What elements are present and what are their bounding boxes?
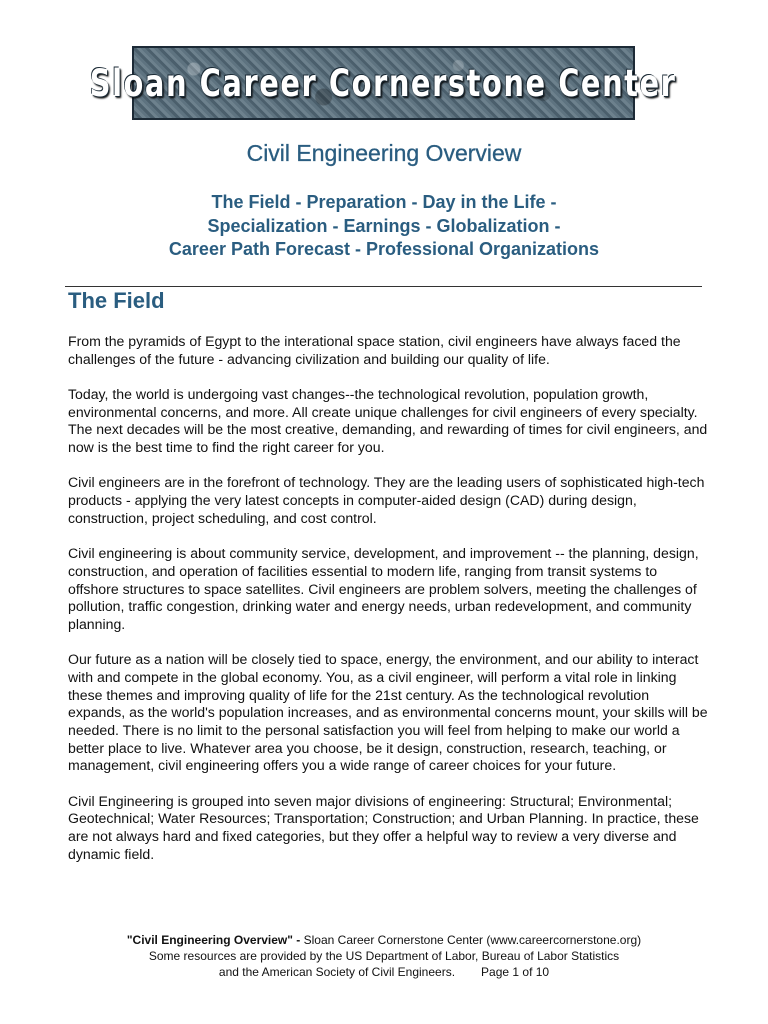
- footer-line-1: [0, 932, 768, 948]
- section-nav: [0, 191, 768, 262]
- banner-title: Sloan Career Cornerstone Center: [90, 61, 677, 105]
- page-footer: [0, 932, 768, 980]
- paragraph: Civil engineers are in the forefront of technology. They are the leading users of sophisticated high-tech products - applying the very latest concepts in computer-aided design (CAD) during design, construction, project scheduling, and cost control.: [68, 474, 705, 526]
- footer-line-3: [0, 964, 768, 980]
- paragraph: From the pyramids of Egypt to the interational space station, civil engineers have always faced the challenges of the future - advancing civilization and building our quality of life.: [68, 333, 681, 367]
- footer-line-2: Some resources are provided by the US Department of Labor, Bureau of Labor Statistics: [148, 949, 620, 963]
- footer-credit: and the American Society of Civil Engineers.: [218, 965, 456, 979]
- paragraph: Our future as a nation will be closely tied to space, energy, the environment, and our ability to interact with and compete in the global economy. You, as a civil engineer, will perform a vital role in linking these themes and improving quality of life for the 21st century. As the technological revolution expands, as the world's population increases, and as environmental concerns mount, your skills will be needed. There is no limit to the personal satisfaction you will feel from helping to make our world a better place to live. Whatever area you choose, be it design, construction, research, teaching, or management, civil engineering offers you a wide range of career choices for your future.: [68, 651, 708, 774]
- section-nav-line-1[interactable]: The Field - Preparation - Day in the Life -: [211, 192, 557, 212]
- paragraph: Today, the world is undergoing vast changes--the technological revolution, population growth, environmental concerns, and more. All create unique challenges for civil engineers of every specialty. The next decades will be the most creative, demanding, and rewarding of times for civil engineers, and now is the best time to find the right career for you.: [68, 386, 708, 456]
- section-nav-line-3[interactable]: Career Path Forecast - Professional Organizations: [168, 239, 600, 259]
- footer-source: Sloan Career Cornerstone Center (www.careercornerstone.org): [300, 933, 642, 947]
- footer-doc-title: "Civil Engineering Overview" -: [126, 933, 301, 947]
- paragraph: Civil Engineering is grouped into seven major divisions of engineering: Structural; Environmental; Geotechnical; Water Resources; Transportation; Construction; and Urban Planning. In practice, these are not always hard and fixed categories, but they offer a helpful way to review a very diverse and dynamic field.: [68, 792, 699, 862]
- section-heading: The Field: [68, 288, 165, 313]
- page-number: Page 1 of 10: [481, 965, 550, 979]
- paragraph: Civil engineering is about community service, development, and improvement -- the planning, design, construction, and operation of facilities essential to modern life, ranging from transit systems to offshore structures to space satellites. Civil engineers are problem solvers, meeting the challenges of pollution, traffic congestion, drinking water and energy needs, urban redevelopment, and community planning.: [68, 545, 699, 632]
- header-banner: [90, 46, 677, 120]
- document-title: Civil Engineering Overview: [246, 140, 522, 166]
- section-nav-line-2[interactable]: Specialization - Earnings - Globalization -: [207, 215, 561, 236]
- section-body: [68, 333, 708, 881]
- section-divider: [65, 286, 702, 287]
